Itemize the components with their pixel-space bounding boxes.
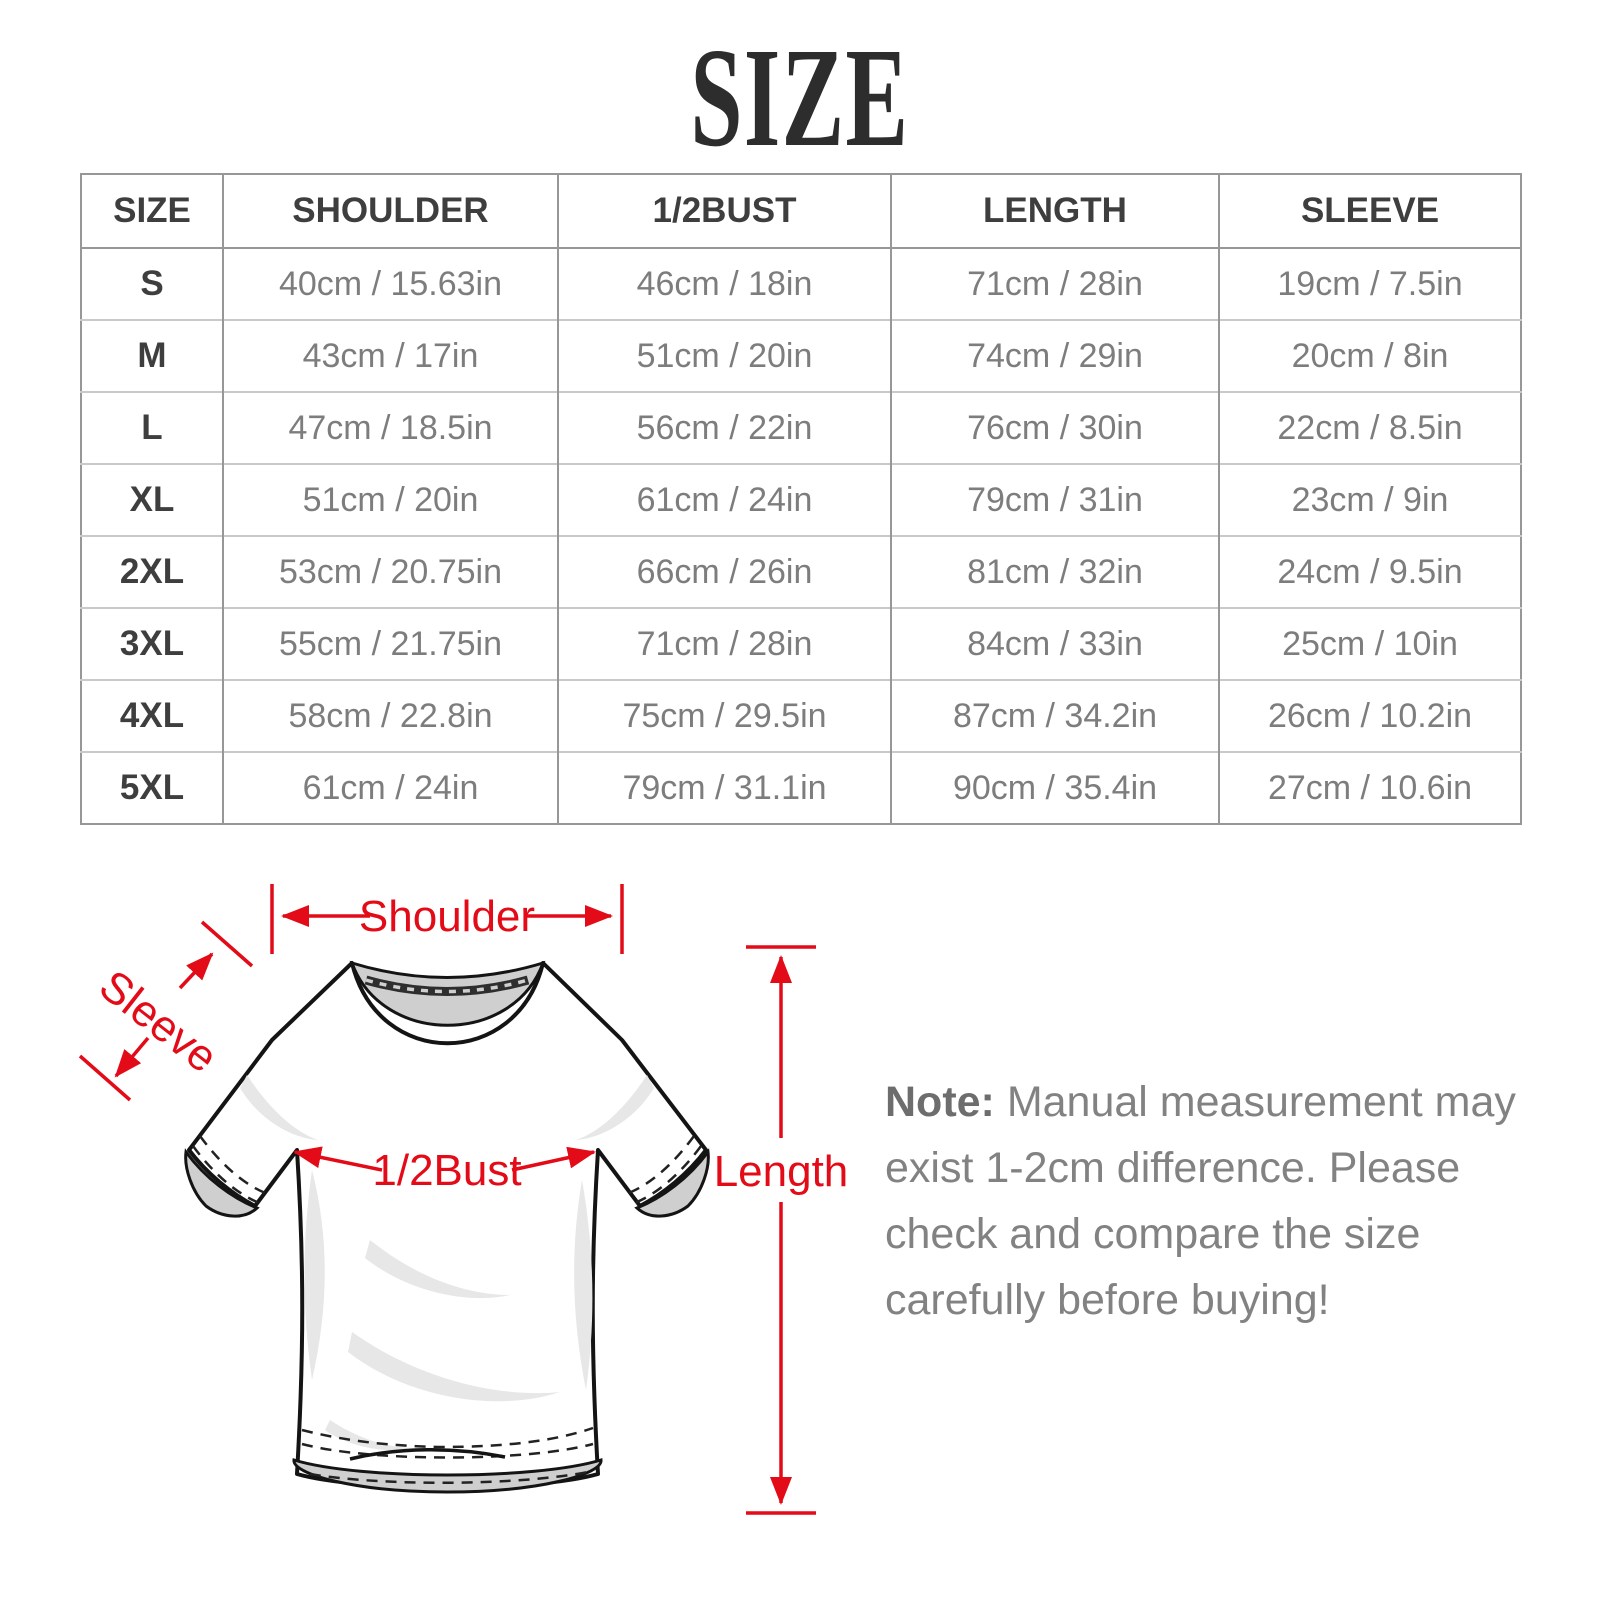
size-label-cell: XL (81, 464, 223, 536)
sleeve-label: Sleeve (90, 960, 227, 1083)
measurement-cell: 84cm / 33in (891, 608, 1219, 680)
size-table (80, 173, 1522, 825)
measurement-cell: 47cm / 18.5in (223, 392, 558, 464)
page-title: SIZE (690, 18, 910, 176)
table-row (81, 752, 1521, 824)
measurement-cell: 56cm / 22in (558, 392, 891, 464)
tshirt-body (189, 963, 706, 1488)
measurement-cell: 26cm / 10.2in (1219, 680, 1521, 752)
note-line-4: carefully before buying! (885, 1276, 1330, 1324)
table-row (81, 536, 1521, 608)
tshirt-graphic (186, 963, 709, 1492)
note-line-2: exist 1-2cm difference. Please (885, 1144, 1461, 1192)
measurement-note (885, 1069, 1530, 1333)
measurement-cell: 20cm / 8in (1219, 320, 1521, 392)
size-label-cell: M (81, 320, 223, 392)
measurement-cell: 71cm / 28in (558, 608, 891, 680)
size-table-body (81, 248, 1521, 824)
measurement-cell: 90cm / 35.4in (891, 752, 1219, 824)
size-label-cell: 2XL (81, 536, 223, 608)
table-row (81, 608, 1521, 680)
shoulder-dimension-arrow (272, 884, 622, 954)
table-row (81, 680, 1521, 752)
measurement-cell: 58cm / 22.8in (223, 680, 558, 752)
measurement-cell: 40cm / 15.63in (223, 248, 558, 320)
measurement-cell: 81cm / 32in (891, 536, 1219, 608)
measurement-cell: 79cm / 31in (891, 464, 1219, 536)
measurement-cell: 46cm / 18in (558, 248, 891, 320)
measurement-cell: 22cm / 8.5in (1219, 392, 1521, 464)
column-header: SIZE (81, 174, 223, 248)
half-bust-label: 1/2Bust (372, 1146, 522, 1195)
column-header: LENGTH (891, 174, 1219, 248)
size-label-cell: S (140, 264, 164, 303)
size-table-head-row (81, 174, 1521, 248)
measurement-cell: 76cm / 30in (891, 392, 1219, 464)
table-row (81, 392, 1521, 464)
measurement-cell: 79cm / 31.1in (558, 752, 891, 824)
column-header: SLEEVE (1219, 174, 1521, 248)
measurement-cell: 66cm / 26in (558, 536, 891, 608)
measurement-cell: 51cm / 20in (223, 464, 558, 536)
measurement-cell: 75cm / 29.5in (558, 680, 891, 752)
measurement-cell: 53cm / 20.75in (223, 536, 558, 608)
measurement-cell: 87cm / 34.2in (891, 680, 1219, 752)
measurement-cell: 61cm / 24in (223, 752, 558, 824)
table-row (81, 464, 1521, 536)
table-row (81, 320, 1521, 392)
table-row (81, 248, 1521, 320)
length-dimension-arrow (714, 947, 849, 1513)
measurement-cell: 71cm / 28in (891, 248, 1219, 320)
note-label: Note: (885, 1078, 995, 1126)
note-line-3: check and compare the size (885, 1210, 1421, 1258)
measurement-cell: 19cm / 7.5in (1219, 248, 1521, 320)
shoulder-label: Shoulder (358, 892, 536, 941)
size-label-cell: 3XL (81, 608, 223, 680)
measurement-cell: 24cm / 9.5in (1219, 536, 1521, 608)
measurement-cell: 55cm / 21.75in (223, 608, 558, 680)
measurement-cell: 43cm / 17in (223, 320, 558, 392)
column-header: 1/2BUST (558, 174, 891, 248)
measurement-cell: 23cm / 9in (1219, 464, 1521, 536)
measurement-cell: 27cm / 10.6in (1219, 752, 1521, 824)
size-label-cell: L (81, 392, 223, 464)
measurement-cell: 25cm / 10in (1219, 608, 1521, 680)
measurement-cell: 74cm / 29in (891, 320, 1219, 392)
measurement-cell: 61cm / 24in (558, 464, 891, 536)
note-line-1: Manual measurement may (994, 1078, 1516, 1126)
size-label-cell: 5XL (81, 752, 223, 824)
measurement-cell: 51cm / 20in (558, 320, 891, 392)
size-label-cell: 4XL (81, 680, 223, 752)
sleeve-dimension-arrow (80, 922, 252, 1100)
column-header: SHOULDER (223, 174, 558, 248)
length-label: Length (713, 1147, 849, 1196)
